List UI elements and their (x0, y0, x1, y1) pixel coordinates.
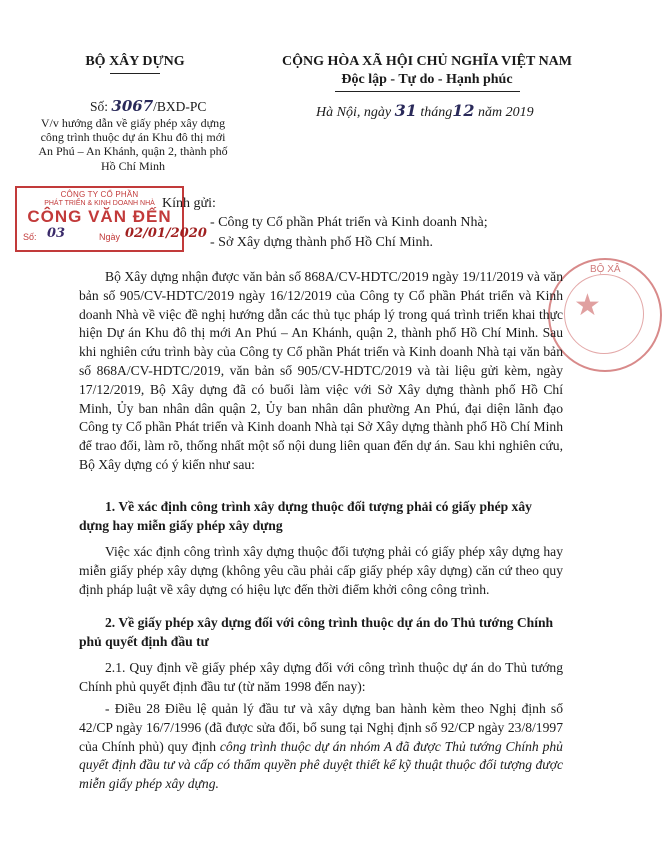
stamp-ngay-value: 02/01/2020 (125, 226, 207, 241)
document-subject (24, 116, 242, 173)
ministry-name: BỘ XÂY DỰNG (85, 54, 185, 69)
stamp-company-2: PHÁT TRIỂN & KINH DOANH NHÀ (44, 200, 155, 207)
document-number (90, 97, 206, 115)
intro-paragraph: Bộ Xây dựng nhận được văn bản số 868A/CV-HDTC/2019 ngày 19/11/2019 và văn bản số 905/CV-HDTC/2019 ngày 16/12/2019 của Công ty Cổ phần Phát triển và Kinh doanh Nhà về việc đề nghị hướng dẫn các thủ tục pháp lý trong quá trình triển khai thực hiện Dự án Khu đô thị mới An Phú – An Khánh, quận 2, thành phố Hồ Chí Minh. Sau khi nghiên cứu trình bày của Công ty Cổ phần Phát triển và Kinh doanh Nhà tại văn bản số 868A/CV-HDTC/2019, văn bản số 905/CV-HDTC/2019 và tài liệu gửi kèm, ngày 17/12/2019, Bộ Xây dựng đã có buổi làm việc với Sở Xây dựng thành phố Hồ Chí Minh, Ủy ban nhân dân quận 2, Ủy ban nhân dân phường An Phú, đại diện lãnh đạo Công ty Cổ phần Phát triển và Kinh doanh Nhà tại Sở Xây dựng thành phố Hồ Chí Minh để trao đổi, làm rõ, thống nhất một số nội dung liên quan đến dự án. Sau khi nghiên cứu, Bộ Xây dựng có ý kiến như sau: (79, 269, 563, 472)
doc-no-prefix: Số: (90, 99, 109, 114)
date-year: năm 2019 (477, 105, 534, 120)
star-icon: ★ (574, 289, 601, 322)
section-2-heading: 2. Về giấy phép xây dựng đối với công trình thuộc dự án do Thủ tướng Chính phủ quyết định đầu tư (79, 615, 554, 649)
subject-line-1: V/v hướng dẫn về giấy phép xây dựng (40, 116, 226, 130)
motto-underline (335, 91, 520, 92)
stamp-title: CÔNG VĂN ĐẾN (27, 207, 172, 226)
recipient-2: - Sở Xây dựng thành phố Hồ Chí Minh. (210, 235, 434, 250)
bullet-1-italic: công trình thuộc dự án nhóm A đã được Thủ tướng Chính phủ quyết định đầu tư và cấp có thẩm quyền phê duyệt thiết kế kỹ thuật thuộc đối tượng được miễn giấy phép xây dựng. (79, 738, 563, 792)
section-1-paragraph: Việc xác định công trình xây dựng thuộc đối tượng phải có giấy phép xây dựng hay miễn giấy phép xây dựng (không yêu cầu phải cấp giấy phép xây dựng) căn cứ theo quy định pháp luật về xây dựng có hiệu lực đến thời điểm khởi công công trình. (79, 544, 563, 597)
stamp-ngay-label: Ngày (99, 232, 121, 242)
date-month: 12 (452, 101, 475, 120)
section-2-1-paragraph: 2.1. Quy định về giấy phép xây dựng đối với công trình thuộc dự án do Thủ tướng Chính phủ quyết định đầu tư (từ năm 1998 đến nay): (79, 660, 563, 694)
place-and-date (316, 101, 534, 121)
country-name: CỘNG HÒA XÃ HỘI CHỦ NGHĨA VIỆT NAM (281, 54, 572, 69)
official-seal (548, 258, 662, 372)
subject-line-2: công trình thuộc dự án Khu đô thị mới (40, 130, 226, 145)
national-motto: Độc lập - Tự do - Hạnh phúc (341, 72, 513, 87)
subject-line-4: Hồ Chí Minh (100, 158, 165, 173)
place-date-prefix: Hà Nội, ngày (316, 105, 392, 120)
doc-no-suffix: /BXD-PC (153, 99, 207, 114)
recipient-1: - Công ty Cổ phần Phát triển và Kinh doanh Nhà; (210, 215, 488, 230)
stamp-so-label: Số: (23, 232, 37, 242)
date-day: 31 (394, 101, 417, 120)
date-month-word: tháng (420, 105, 453, 120)
doc-no-handwritten: 3067 (111, 97, 154, 115)
stamp-company: CÔNG TY CỔ PHẦN (60, 190, 139, 199)
stamp-so-value: 03 (47, 226, 66, 241)
bullet-1-paragraph (79, 700, 563, 794)
ministry-underline (110, 73, 160, 74)
section-1-heading: 1. Về xác định công trình xây dựng thuộc đối tượng phải có giấy phép xây dựng hay miễn giấy phép xây dựng (79, 499, 532, 533)
subject-line-3: An Phú – An Khánh, quận 2, thành phố (38, 144, 228, 159)
bullet-1-normal: - Điều 28 Điều lệ quản lý đầu tư và xây dựng ban hành kèm theo Nghị định số 42/CP ngày 16/7/1996 (đã được sửa đổi, bổ sung tại Nghị định số 92/CP ngày 23/8/1997 của Chính phủ) quy định (79, 701, 563, 754)
recipients-label: Kính gửi: (162, 196, 216, 211)
seal-text: BỘ XÂ (590, 264, 621, 275)
